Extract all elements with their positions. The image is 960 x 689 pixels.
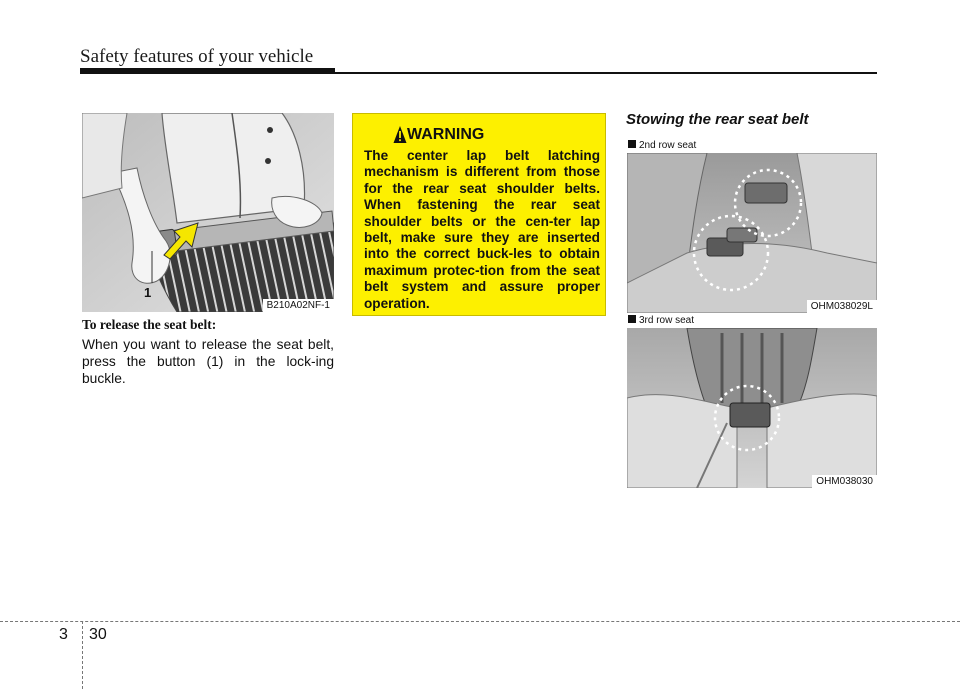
stowing-heading: Stowing the rear seat belt [626,111,809,128]
chapter-number: 3 [59,626,68,643]
caption-text: 2nd row seat [639,140,697,151]
figure-label: OHM038030 [812,475,877,488]
bullet-square-icon [628,315,636,323]
release-belt-figure [82,113,334,312]
warning-text: The center lap belt latching mechanism is different from those for the rear seat shoulder belts. When fastening the rear seat shoulder belts or the cen-ter lap belt, make sure they are inserted into the correct buck-les to obtain maximum protec-tion from the seat belt system and assure proper operation. [364,148,600,311]
warning-triangle-icon [393,125,407,145]
third-row-seat-illustration [627,328,877,488]
release-belt-illustration [82,113,334,312]
warning-box [352,113,606,316]
second-row-seat-figure [627,153,877,313]
third-row-seat-figure [627,328,877,488]
callout-number: 1 [144,285,152,300]
warning-title: WARNING [407,126,485,143]
footer-rule [0,621,960,622]
figure-label: OHM038029L [807,300,877,313]
release-subheading: To release the seat belt: [82,317,217,332]
bullet-square-icon [628,140,636,148]
header-title: Safety features of your vehicle [80,46,314,67]
header-rule-accent [80,68,335,74]
caption-text: 3rd row seat [639,315,695,326]
caption-3rd-row [628,315,694,326]
figure-label: B210A02NF-1 [263,299,334,312]
footer-divider [82,621,83,689]
release-body-text: When you want to release the seat belt, press the button (1) in the lock-ing buckle. [82,337,334,387]
second-row-seat-illustration [627,153,877,313]
caption-2nd-row [628,140,696,151]
page-number: 30 [89,626,107,643]
